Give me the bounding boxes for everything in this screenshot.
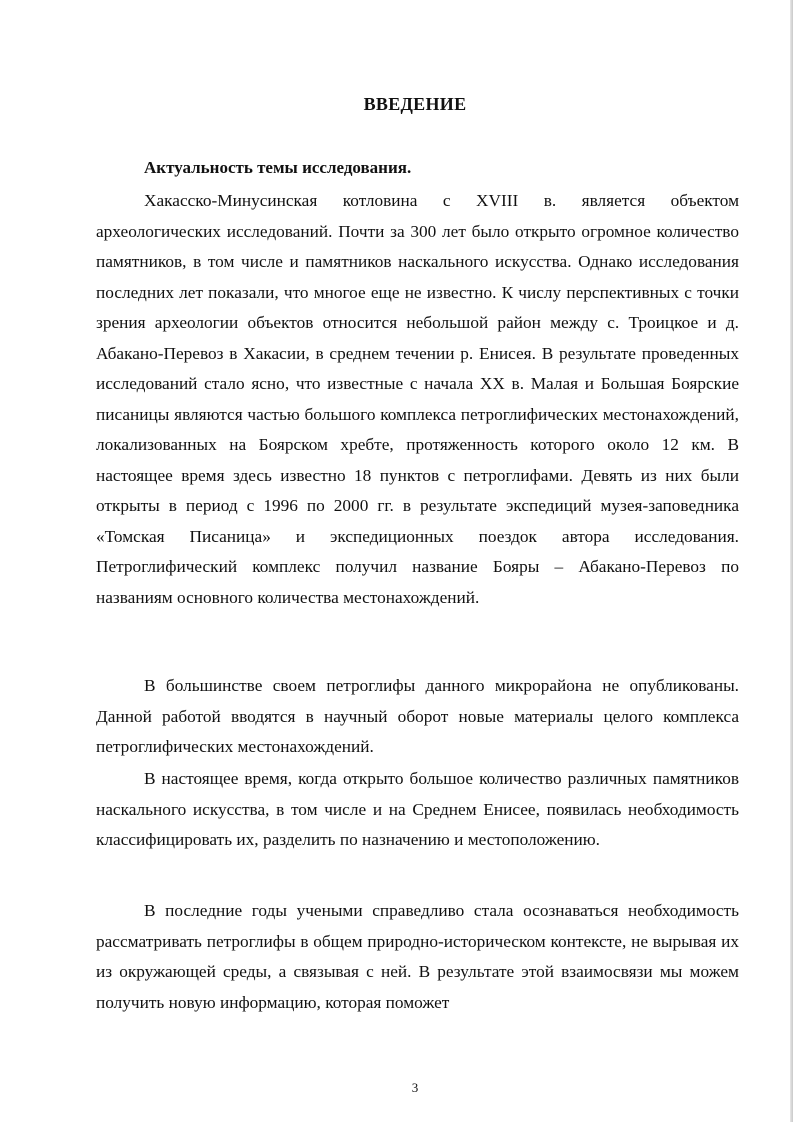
- page-title: ВВЕДЕНИЕ: [363, 94, 467, 114]
- paragraph-1: Хакасско-Минусинская котловина с XVIII в. является объектом археологических исследований. Почти за 300 лет было открыто огромное количество памятников, в том числе и памятников наскального искусства. Однако исследования последних лет показали, что многое еще не известно. К числу перспективных с точки зрения археологии объектов относится небольшой район между с. Троицкое и д. Абакано-Перевоз в Хакасии, в среднем течении р. Енисея. В результате проведенных исследований стало ясно, что известные с начала XX в. Малая и Большая Боярские писаницы являются частью большого комплекса петроглифических местонахождений, локализованных на Боярском хребте, протяженность которого около 12 км. В настоящее время здесь известно 18 пунктов с петроглифами. Девять из них были открыты в период с 1996 по 2000 гг. в результате экспедиций музея-заповедника «Томская Писаница» и экспедиционных поездок автора исследования. Петроглифический комплекс получил название Бояры – Абакано-Перевоз по названиям основного количества местонахождений.: [96, 191, 739, 607]
- section-heading: Актуальность темы исследования.: [144, 158, 412, 177]
- paragraph-2: В большинстве своем петроглифы данного микрорайона не опубликованы. Данной работой вводятся в научный оборот новые материалы целого комплекса петроглифических местонахождений.: [96, 676, 739, 756]
- paragraph-4: В последние годы учеными справедливо стала осознаваться необходимость рассматривать петроглифы в общем природно-историческом контексте, не вырывая их из окружающей среды, а связывая с ней. В результате этой взаимосвязи мы можем получить новую информацию, которая поможет: [96, 901, 739, 1012]
- paragraph-3: В настоящее время, когда открыто большое количество различных памятников наскального искусства, в том числе и на Среднем Енисее, появилась необходимость классифицировать их, разделить по назначению и местоположению.: [96, 769, 739, 849]
- page-number: 3: [411, 1080, 419, 1095]
